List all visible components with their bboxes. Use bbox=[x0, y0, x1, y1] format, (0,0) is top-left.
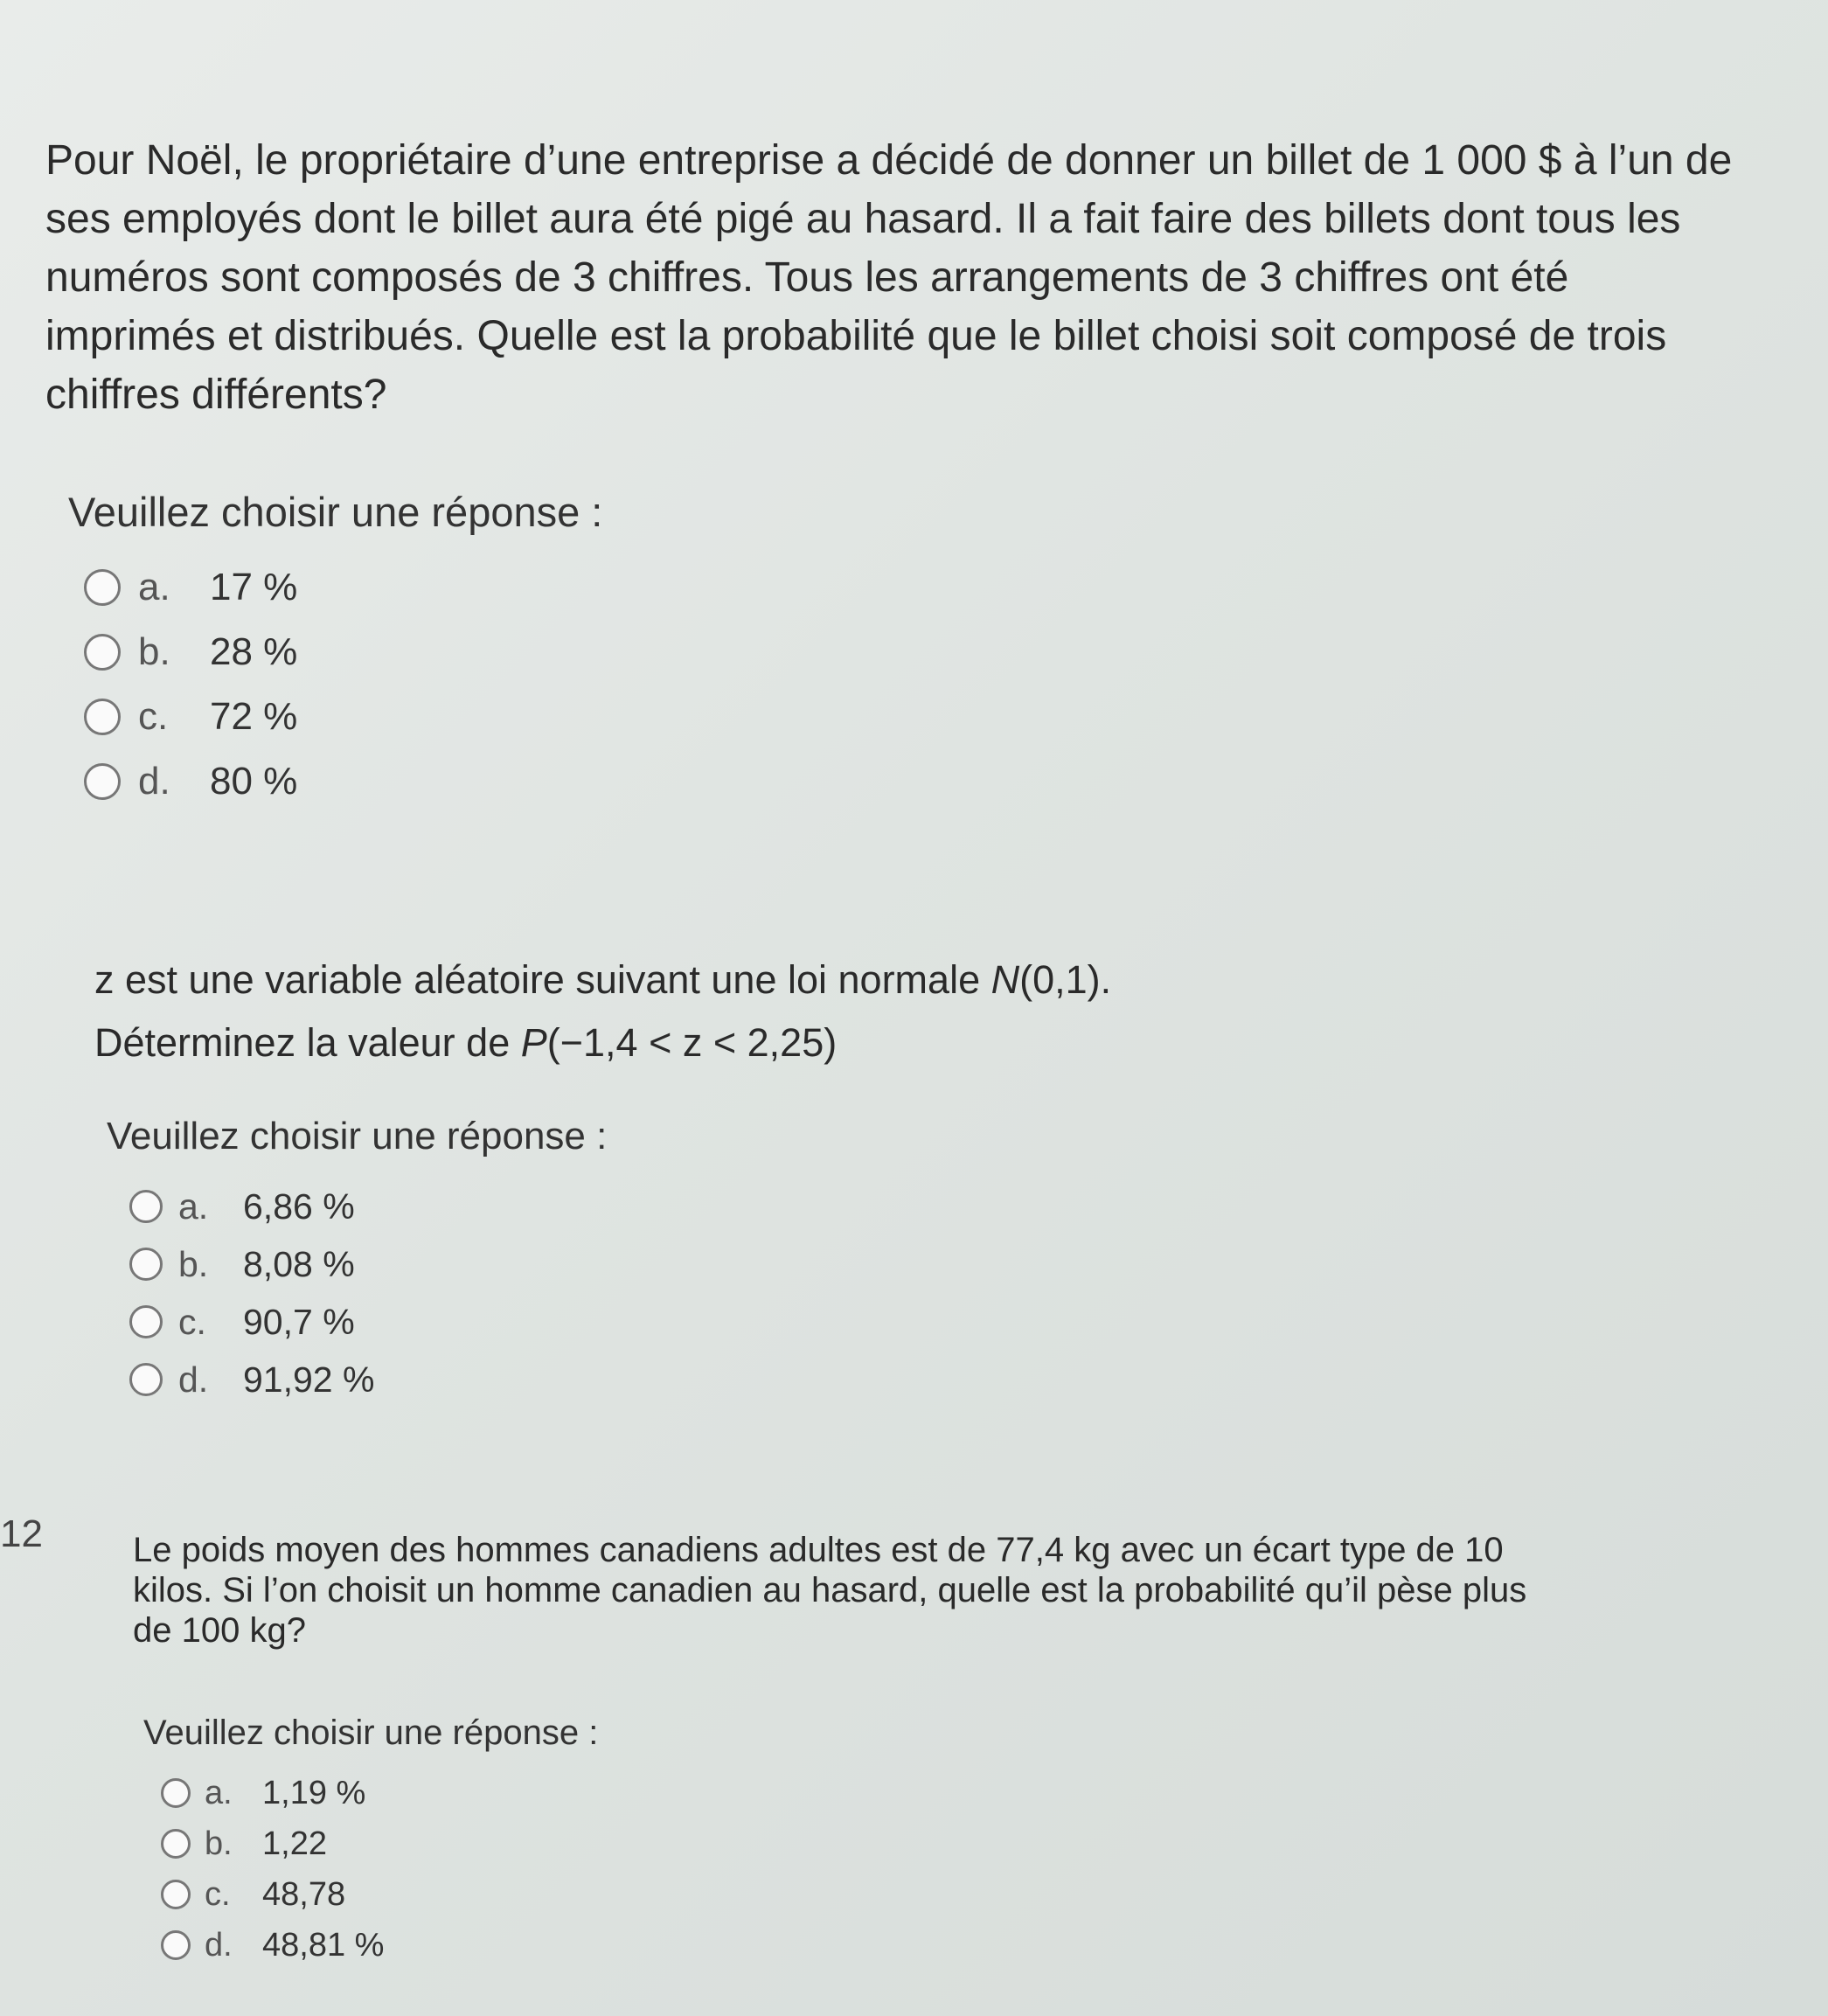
answer-option-c[interactable] bbox=[84, 685, 297, 749]
radio-button-icon[interactable] bbox=[84, 763, 121, 800]
option-value: 90,7 % bbox=[243, 1301, 355, 1342]
question-1 bbox=[45, 131, 1794, 803]
question-text-fragment: Déterminez la valeur de bbox=[94, 1020, 521, 1065]
radio-button-icon[interactable] bbox=[129, 1363, 163, 1396]
answer-option-d[interactable] bbox=[84, 749, 297, 814]
answer-prompt: Veuillez choisir une réponse : bbox=[68, 489, 603, 535]
answer-options bbox=[161, 1768, 384, 1971]
answer-option-c[interactable] bbox=[129, 1293, 374, 1351]
option-value: 1,19 % bbox=[262, 1774, 366, 1811]
answer-prompt: Veuillez choisir une réponse : bbox=[143, 1714, 599, 1752]
question-text-line: imprimés et distribués. Quelle est la probabilité que le billet choisi soit composé de trois bbox=[45, 313, 1667, 359]
answer-option-b[interactable] bbox=[129, 1235, 374, 1293]
option-letter: b. bbox=[178, 1243, 209, 1284]
question-text-line: ses employés dont le billet aura été pigé au hasard. Il a fait faire des billets dont tous les bbox=[45, 196, 1681, 242]
option-letter: c. bbox=[205, 1875, 231, 1913]
answer-option-d[interactable] bbox=[129, 1351, 374, 1408]
answer-options bbox=[129, 1178, 374, 1408]
question-text-fragment: (−1,4 < z < 2,25) bbox=[546, 1020, 838, 1065]
option-value: 48,78 bbox=[262, 1875, 346, 1913]
option-value: 8,08 % bbox=[243, 1243, 355, 1284]
option-letter: a. bbox=[205, 1774, 233, 1811]
option-value: 6,86 % bbox=[243, 1185, 355, 1227]
question-text-line: de 100 kg? bbox=[133, 1611, 306, 1650]
question-number: 12 bbox=[0, 1512, 43, 1555]
question-3-text bbox=[133, 1530, 1759, 1651]
question-text-fragment: (0,1). bbox=[1019, 957, 1112, 1002]
answer-option-c[interactable] bbox=[161, 1869, 384, 1920]
math-symbol: P bbox=[520, 1020, 547, 1065]
question-text-fragment: z est une variable aléatoire suivant une loi normale bbox=[94, 957, 991, 1002]
answer-option-d[interactable] bbox=[161, 1920, 384, 1971]
radio-button-icon[interactable] bbox=[84, 634, 121, 671]
question-text-line: kilos. Si l’on choisit un homme canadien au hasard, quelle est la probabilité qu’il pèse plus bbox=[133, 1571, 1527, 1609]
question-2 bbox=[94, 949, 1755, 1400]
answer-option-b[interactable] bbox=[84, 620, 297, 685]
option-value: 72 % bbox=[210, 695, 298, 738]
option-letter: d. bbox=[178, 1359, 209, 1400]
answer-options bbox=[84, 555, 297, 814]
option-letter: d. bbox=[138, 760, 170, 803]
option-value: 91,92 % bbox=[243, 1359, 375, 1400]
option-value: 17 % bbox=[210, 566, 298, 608]
option-value: 28 % bbox=[210, 630, 298, 673]
option-letter: b. bbox=[138, 630, 170, 673]
question-text-line: Pour Noël, le propriétaire d’une entreprise a décidé de donner un billet de 1 000 $ à l’un de bbox=[45, 137, 1733, 184]
radio-button-icon[interactable] bbox=[84, 569, 121, 606]
math-symbol: N bbox=[990, 957, 1020, 1002]
question-text-line bbox=[94, 949, 1755, 1011]
answer-option-a[interactable] bbox=[129, 1178, 374, 1235]
radio-button-icon[interactable] bbox=[161, 1778, 191, 1808]
option-letter: b. bbox=[205, 1825, 233, 1862]
option-letter: d. bbox=[205, 1926, 233, 1964]
radio-button-icon[interactable] bbox=[129, 1190, 163, 1223]
question-text-line: Le poids moyen des hommes canadiens adultes est de 77,4 kg avec un écart type de 10 bbox=[133, 1531, 1504, 1569]
option-letter: c. bbox=[138, 695, 169, 738]
radio-button-icon[interactable] bbox=[161, 1930, 191, 1960]
radio-button-icon[interactable] bbox=[161, 1880, 191, 1909]
question-2-text bbox=[94, 949, 1755, 1074]
option-value: 80 % bbox=[210, 760, 298, 803]
option-letter: c. bbox=[178, 1301, 206, 1342]
option-value: 1,22 bbox=[262, 1825, 327, 1862]
question-text-line bbox=[94, 1011, 1755, 1074]
radio-button-icon[interactable] bbox=[161, 1829, 191, 1859]
question-text-line: numéros sont composés de 3 chiffres. Tous les arrangements de 3 chiffres ont été bbox=[45, 254, 1569, 301]
question-text-line: chiffres différents? bbox=[45, 372, 387, 418]
question-3 bbox=[133, 1530, 1759, 1964]
option-letter: a. bbox=[138, 566, 170, 608]
answer-prompt: Veuillez choisir une réponse : bbox=[107, 1115, 608, 1157]
option-value: 48,81 % bbox=[262, 1926, 385, 1964]
answer-option-b[interactable] bbox=[161, 1818, 384, 1869]
radio-button-icon[interactable] bbox=[129, 1248, 163, 1281]
option-letter: a. bbox=[178, 1185, 209, 1227]
radio-button-icon[interactable] bbox=[129, 1305, 163, 1338]
answer-option-a[interactable] bbox=[161, 1768, 384, 1818]
radio-button-icon[interactable] bbox=[84, 699, 121, 735]
answer-option-a[interactable] bbox=[84, 555, 297, 620]
question-1-text bbox=[45, 131, 1794, 424]
